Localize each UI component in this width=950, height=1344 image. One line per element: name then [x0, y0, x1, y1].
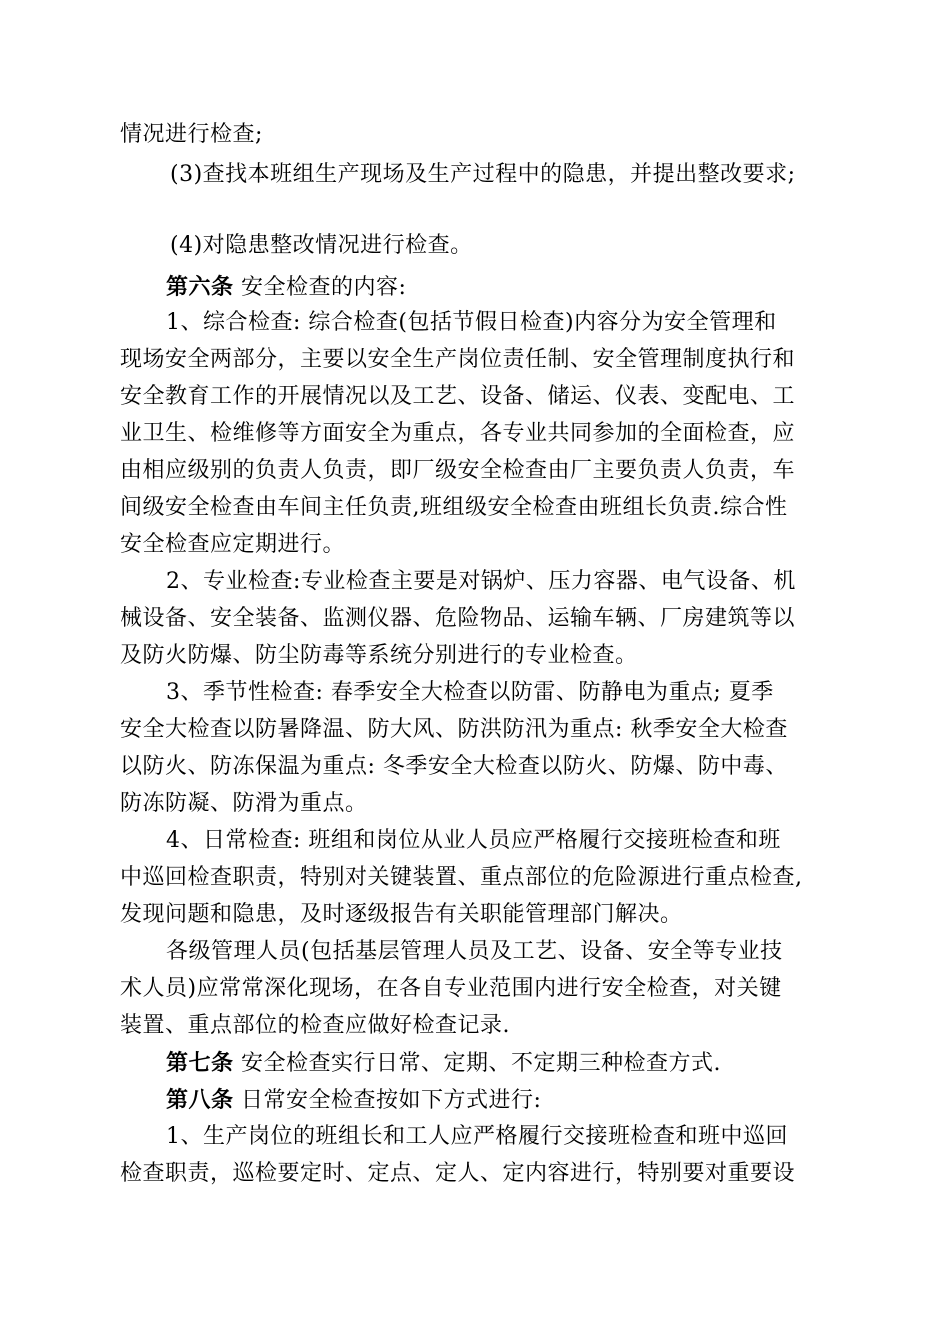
- text-line: 防冻防凝、防滑为重点。: [120, 791, 368, 816]
- text-line: 业卫生、检维修等方面安全为重点，各专业共同参加的全面检查，应: [120, 421, 796, 446]
- text-line: 3、季节性检查: 春季安全大检查以防雷、防静电为重点; 夏季: [166, 680, 774, 705]
- text-line: 安全大检查以防暑降温、防大风、防洪防汛为重点: 秋季安全大检查: [120, 717, 788, 742]
- text-line: 术人员)应常常深化现场，在各自专业范围内进行安全检查，对关键: [120, 976, 782, 1001]
- text-line: 1、综合检查: 综合检查(包括节假日检查)内容分为安全管理和: [166, 310, 777, 335]
- text-line: 各级管理人员(包括基层管理人员及工艺、设备、安全等专业技: [166, 939, 783, 964]
- text-line: 安全检查应定期进行。: [120, 532, 346, 557]
- text-line: 情况进行检查;: [120, 122, 263, 147]
- article-heading: 第六条: [166, 274, 234, 300]
- article-line: [166, 1085, 541, 1116]
- article-text: 安全检查实行日常、定期、不定期三种检查方式.: [233, 1051, 722, 1076]
- article-line: [166, 1048, 721, 1079]
- text-line: 1、生产岗位的班组长和工人应严格履行交接班检查和班中巡回: [166, 1124, 788, 1149]
- article-line: [166, 272, 406, 303]
- text-line: 4、日常检查: 班组和岗位从业人员应严格履行交接班检查和班: [166, 828, 781, 853]
- text-line: 2、专业检查:专业检查主要是对锅炉、压力容器、电气设备、机: [166, 569, 796, 594]
- article-text: 安全检查的内容:: [233, 275, 407, 300]
- text-line: 以防火、防冻保温为重点: 冬季安全大检查以防火、防爆、防中毒、: [120, 754, 788, 779]
- text-line: 发现问题和隐患，及时逐级报告有关职能管理部门解决。: [120, 902, 683, 927]
- text-line: (4)对隐患整改情况进行检查。: [170, 233, 473, 258]
- article-heading: 第七条: [166, 1050, 234, 1076]
- text-line: 安全教育工作的开展情况以及工艺、设备、储运、仪表、变配电、工: [120, 384, 796, 409]
- text-line: 及防火防爆、防尘防毒等系统分别进行的专业检查。: [120, 643, 638, 668]
- text-line: 检查职责，巡检要定时、定点、定人、定内容进行，特别要对重要设: [120, 1161, 796, 1186]
- text-line: (3)查找本班组生产现场及生产过程中的隐患，并提出整改要求;: [170, 162, 796, 187]
- text-line: 装置、重点部位的检查应做好检查记录.: [120, 1013, 510, 1038]
- text-line: 间级安全检查由车间主任负责,班组级安全检查由班组长负责.综合性: [120, 495, 788, 520]
- article-heading: 第八条: [166, 1087, 234, 1113]
- article-text: 日常安全检查按如下方式进行:: [233, 1088, 542, 1113]
- text-line: 由相应级别的负责人负责，即厂级安全检查由厂主要负责人负责，车: [120, 458, 796, 483]
- text-line: 械设备、安全装备、监测仪器、危险物品、运输车辆、厂房建筑等以: [120, 606, 796, 631]
- text-line: 中巡回检查职责，特别对关键装置、重点部位的危险源进行重点检查,: [120, 865, 803, 890]
- text-line: 现场安全两部分，主要以安全生产岗位责任制、安全管理制度执行和: [120, 347, 796, 372]
